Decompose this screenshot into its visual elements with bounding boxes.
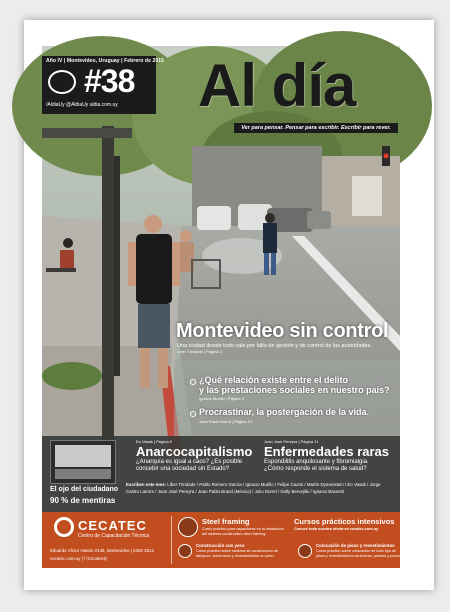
publication-logo-icon [48, 70, 76, 94]
social-handles: /AldiaUy @AldiaUy aldia.com.uy [46, 102, 118, 108]
issue-meta: Año IV | Montevideo, Uruguay | Febrero de 2015 [46, 58, 164, 64]
pisos-icon [298, 544, 312, 558]
yeso-title: Construcción con yeso [196, 543, 245, 548]
column-1-title: Anarcocapitalismo [136, 444, 253, 459]
yeso-icon [178, 544, 192, 558]
issue-number: #38 [84, 63, 135, 99]
ojo-ciudadano-thumbnail [50, 440, 116, 484]
cecatec-brand: CECATEC [78, 518, 147, 533]
tagline: Ver para pensar. Pensar para escribir. Escribir para rever. [234, 123, 398, 133]
bullet-icon [190, 411, 196, 417]
column-1-line1: ¿Anarquía es igual a caos? ¿Es posible [136, 459, 243, 465]
yeso-desc-1: Curso práctico sobre sistema de construcción de [196, 549, 279, 553]
story-1-line2: y las prestaciones sociales en nuestro país? [199, 385, 390, 395]
yeso-desc-2: tabiques, cielorrasos y revestimientos en yeso. [196, 554, 275, 558]
writers-names: Líber Trindade / Pablo Romero García / Ignacio Murillo / Felipe Caorsi / Martín Dymenstein / Eo Vasak / Jorge Castro Latorre / Juan José Pereyra / Juan Pablo Brand (México) / Julio Dorrel / Dolly Bervejillo / Ignacio Bassetti [126, 482, 381, 494]
cursos-subtitle: Conocé toda nuestra oferta en cecatec.com.uy [294, 527, 379, 531]
magazine-cover [42, 46, 414, 568]
story-1-line1: ¿Qué relación existe entre el delito [199, 375, 349, 385]
cecatec-logo-icon [54, 517, 74, 537]
writers-label: Escriben este mes: [126, 482, 167, 487]
thumbnail-strip [55, 469, 111, 479]
column-1-line2: concebir una sociedad sin Estado? [136, 466, 230, 472]
steel-title: Steel framing [202, 517, 250, 526]
column-2-line1: Espondilitis anquilosante y fibromialgia. [264, 459, 369, 465]
main-headline: Montevideo sin control [176, 320, 389, 342]
magazine-title: Al día [198, 52, 356, 119]
writers-list [126, 482, 394, 495]
thumbnail-image [55, 445, 111, 467]
cecatec-subtitle: Centro de Capacitación Técnica [78, 533, 150, 539]
issue-box [42, 56, 164, 114]
ojo-label-2: 90 % de mentiras [50, 496, 116, 505]
cursos-title: Cursos prácticos intensivos [294, 517, 395, 526]
column-2-title: Enfermedades raras [264, 444, 390, 459]
cecatec-web: cecatec.com.uy | f /Cecatecly [50, 556, 108, 561]
story-1-credit: Ignacio Murillo | Página 4 [199, 396, 244, 401]
steel-desc-2: del sistema constructivo steel framing. [202, 532, 267, 536]
ad-divider [171, 516, 172, 564]
pisos-title: Colocación de pisos y revestimientos [316, 543, 395, 548]
steel-desc-1: Curso práctico para capacitarse en la instalación [202, 527, 284, 531]
bullet-icon [190, 379, 196, 385]
main-subhead: Una ciudad donde todo vale por falta de gestión y de control de las autoridades. [177, 343, 372, 349]
steel-framing-icon [178, 517, 198, 537]
ojo-label: El ojo del ciudadano [50, 486, 119, 493]
story-2-line1: Procrastinar, la postergación de la vida. [199, 407, 370, 417]
column-1-credit: Eo Vasak | Página 6 [136, 439, 172, 444]
pisos-desc-2: pisos y revestimientos cerámicos, piedras y porcelanatos. [316, 554, 414, 558]
main-credit: Líber Trindade | Página 2 [177, 349, 222, 354]
column-2-credit: Juan José Pereyra | Página 11 [264, 439, 319, 444]
story-2-credit: Juan Pablo Brand | Página 12 [199, 419, 253, 424]
column-2-line2: ¿Cómo responde el sistema de salud? [264, 466, 367, 472]
cecatec-ad [42, 512, 414, 568]
pisos-desc-1: Curso práctico sobre colocación de todo tipo de [316, 549, 397, 553]
cecatec-address: Eduardo Víctor Haedo 2148, Montevideo | 2402 3512 [50, 548, 154, 553]
